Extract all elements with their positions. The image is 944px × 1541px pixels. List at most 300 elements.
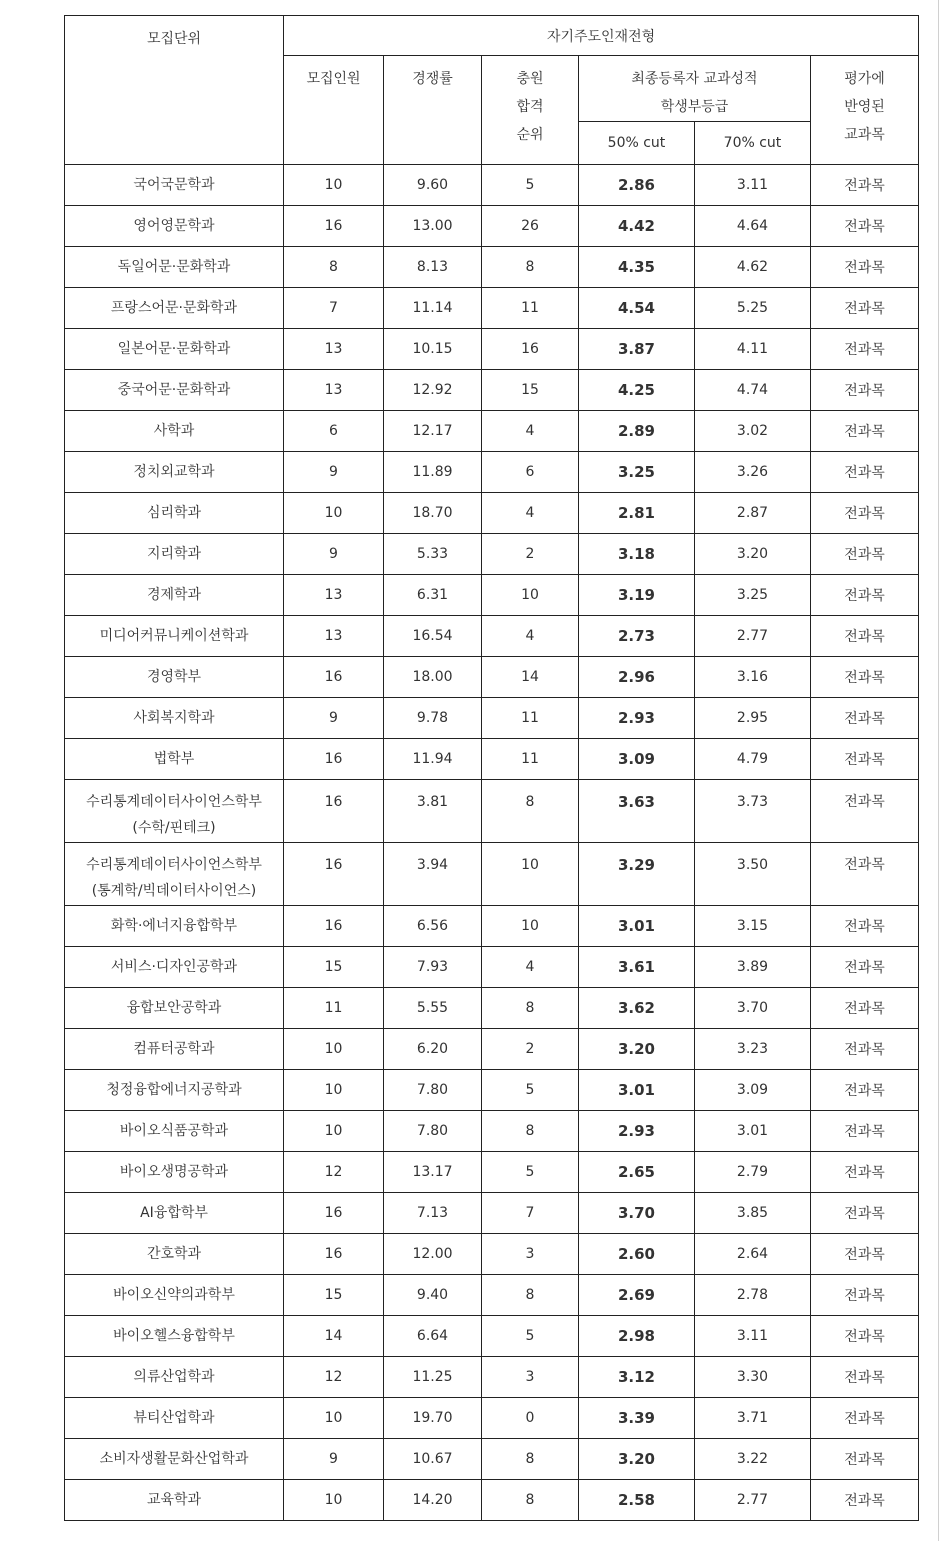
cell-dept (65, 534, 284, 575)
cell-cut50: 3.01 (579, 906, 695, 947)
dept-line: 화학·에너지융합학부 (110, 918, 238, 934)
header-subjects-line: 평가에 (844, 71, 885, 87)
dept-line: 바이오식품공학과 (119, 1123, 229, 1139)
cell-subjects: 전과목 (811, 1193, 919, 1234)
cell-cut50: 2.81 (579, 493, 695, 534)
cell-ratio: 10.15 (384, 329, 482, 370)
cell-recruit: 16 (284, 206, 384, 247)
table-row (65, 1439, 919, 1480)
cell-cut70: 5.25 (695, 288, 811, 329)
admission-results-table (64, 15, 919, 1521)
cell-waitlist: 14 (482, 657, 579, 698)
cell-cut50: 3.20 (579, 1029, 695, 1070)
cell-cut50: 2.93 (579, 1111, 695, 1152)
cell-cut50: 3.01 (579, 1070, 695, 1111)
cell-waitlist: 4 (482, 947, 579, 988)
cell-recruit: 13 (284, 370, 384, 411)
cell-subjects: 전과목 (811, 534, 919, 575)
cell-ratio: 12.92 (384, 370, 482, 411)
scrollbar-edge (938, 0, 939, 1541)
header-row-1 (65, 16, 919, 56)
dept-line: (통계학/빅데이터사이언스) (91, 883, 257, 899)
dept-line: 미디어커뮤니케이션학과 (99, 628, 249, 644)
cell-recruit: 12 (284, 1357, 384, 1398)
cell-cut50: 3.12 (579, 1357, 695, 1398)
cell-cut50: 3.39 (579, 1398, 695, 1439)
cell-recruit: 15 (284, 1275, 384, 1316)
cell-waitlist: 5 (482, 1316, 579, 1357)
cell-subjects: 전과목 (811, 906, 919, 947)
cell-cut50: 2.96 (579, 657, 695, 698)
cell-dept (65, 411, 284, 452)
cell-dept (65, 843, 284, 906)
header-grade (579, 56, 811, 122)
cell-subjects: 전과목 (811, 739, 919, 780)
cell-cut70: 2.79 (695, 1152, 811, 1193)
cell-recruit: 16 (284, 780, 384, 843)
table-row (65, 947, 919, 988)
cell-cut50: 3.70 (579, 1193, 695, 1234)
dept-line: 수리통계데이터사이언스학부 (86, 857, 262, 873)
header-subjects-line: 교과목 (844, 127, 885, 143)
dept-line: 정치외교학과 (133, 464, 215, 480)
header-group: 자기주도인재전형 (284, 16, 919, 56)
cell-waitlist: 11 (482, 288, 579, 329)
cell-subjects: 전과목 (811, 1029, 919, 1070)
cell-subjects: 전과목 (811, 1398, 919, 1439)
table-row (65, 452, 919, 493)
cell-ratio: 3.94 (384, 843, 482, 906)
cell-dept (65, 947, 284, 988)
cell-cut70: 3.85 (695, 1193, 811, 1234)
cell-cut70: 2.87 (695, 493, 811, 534)
dept-line: 법학부 (153, 751, 195, 767)
header-cut70: 70% cut (695, 122, 811, 165)
cell-cut70: 3.71 (695, 1398, 811, 1439)
table-row (65, 288, 919, 329)
cell-subjects: 전과목 (811, 1275, 919, 1316)
cell-ratio: 10.67 (384, 1439, 482, 1480)
cell-cut70: 4.62 (695, 247, 811, 288)
cell-recruit: 13 (284, 616, 384, 657)
cell-cut50: 2.58 (579, 1480, 695, 1521)
cell-ratio: 12.00 (384, 1234, 482, 1275)
cell-cut70: 3.70 (695, 988, 811, 1029)
cell-dept (65, 1439, 284, 1480)
dept-line: 영어영문학과 (133, 218, 215, 234)
cell-waitlist: 8 (482, 988, 579, 1029)
cell-ratio: 11.25 (384, 1357, 482, 1398)
cell-cut70: 2.77 (695, 1480, 811, 1521)
cell-cut50: 3.63 (579, 780, 695, 843)
cell-dept (65, 739, 284, 780)
header-waitlist-line: 합격 (516, 99, 544, 115)
cell-cut70: 3.25 (695, 575, 811, 616)
cell-cut50: 3.19 (579, 575, 695, 616)
cell-ratio: 11.94 (384, 739, 482, 780)
cell-cut50: 2.86 (579, 165, 695, 206)
table-row (65, 1070, 919, 1111)
cell-waitlist: 5 (482, 165, 579, 206)
cell-ratio: 8.13 (384, 247, 482, 288)
cell-ratio: 7.80 (384, 1070, 482, 1111)
cell-cut70: 3.15 (695, 906, 811, 947)
cell-recruit: 9 (284, 698, 384, 739)
table-row (65, 1234, 919, 1275)
cell-waitlist: 0 (482, 1398, 579, 1439)
cell-dept (65, 329, 284, 370)
table-row (65, 739, 919, 780)
cell-cut70: 2.77 (695, 616, 811, 657)
cell-cut50: 3.62 (579, 988, 695, 1029)
cell-subjects: 전과목 (811, 1152, 919, 1193)
table-row (65, 616, 919, 657)
cell-subjects: 전과목 (811, 780, 919, 843)
cell-subjects: 전과목 (811, 329, 919, 370)
cell-dept (65, 493, 284, 534)
cell-cut70: 3.23 (695, 1029, 811, 1070)
cell-recruit: 16 (284, 906, 384, 947)
cell-waitlist: 26 (482, 206, 579, 247)
cell-dept (65, 988, 284, 1029)
cell-recruit: 10 (284, 1029, 384, 1070)
cell-ratio: 9.60 (384, 165, 482, 206)
cell-ratio: 9.40 (384, 1275, 482, 1316)
table-row (65, 988, 919, 1029)
cell-subjects: 전과목 (811, 1234, 919, 1275)
cell-cut50: 3.87 (579, 329, 695, 370)
header-waitlist-line: 순위 (516, 127, 544, 143)
table-row (65, 575, 919, 616)
cell-cut70: 3.16 (695, 657, 811, 698)
cell-dept (65, 906, 284, 947)
cell-ratio: 7.13 (384, 1193, 482, 1234)
cell-subjects: 전과목 (811, 370, 919, 411)
cell-cut50: 3.29 (579, 843, 695, 906)
cell-dept (65, 575, 284, 616)
cell-dept (65, 1398, 284, 1439)
cell-cut70: 3.20 (695, 534, 811, 575)
table-row (65, 1193, 919, 1234)
cell-ratio: 12.17 (384, 411, 482, 452)
cell-dept (65, 1480, 284, 1521)
cell-ratio: 6.20 (384, 1029, 482, 1070)
cell-waitlist: 15 (482, 370, 579, 411)
cell-waitlist: 2 (482, 534, 579, 575)
cell-cut70: 3.11 (695, 1316, 811, 1357)
dept-line: 사회복지학과 (133, 710, 215, 726)
dept-line: 사학과 (153, 423, 195, 439)
cell-waitlist: 8 (482, 780, 579, 843)
cell-dept (65, 165, 284, 206)
cell-dept (65, 698, 284, 739)
dept-line: 청정융합에너지공학과 (106, 1082, 242, 1098)
cell-waitlist: 8 (482, 247, 579, 288)
dept-line: 융합보안공학과 (126, 1000, 222, 1016)
cell-cut70: 3.73 (695, 780, 811, 843)
cell-recruit: 16 (284, 1234, 384, 1275)
cell-cut50: 2.69 (579, 1275, 695, 1316)
cell-dept (65, 370, 284, 411)
cell-cut70: 3.11 (695, 165, 811, 206)
cell-cut70: 4.64 (695, 206, 811, 247)
table-row (65, 493, 919, 534)
cell-cut50: 2.98 (579, 1316, 695, 1357)
cell-cut70: 3.02 (695, 411, 811, 452)
cell-cut50: 3.20 (579, 1439, 695, 1480)
cell-cut70: 2.95 (695, 698, 811, 739)
cell-waitlist: 4 (482, 493, 579, 534)
cell-cut50: 2.89 (579, 411, 695, 452)
cell-waitlist: 8 (482, 1480, 579, 1521)
header-subjects (811, 56, 919, 165)
header-compete: 경쟁률 (384, 56, 482, 165)
cell-dept (65, 1316, 284, 1357)
dept-line: 소비자생활문화산업학과 (99, 1451, 249, 1467)
header-unit: 모집단위 (65, 16, 284, 165)
cell-dept (65, 1070, 284, 1111)
cell-recruit: 10 (284, 1398, 384, 1439)
cell-ratio: 7.80 (384, 1111, 482, 1152)
cell-ratio: 18.70 (384, 493, 482, 534)
cell-waitlist: 8 (482, 1439, 579, 1480)
cell-cut70: 3.22 (695, 1439, 811, 1480)
cell-waitlist: 7 (482, 1193, 579, 1234)
cell-cut70: 3.26 (695, 452, 811, 493)
cell-ratio: 6.56 (384, 906, 482, 947)
cell-ratio: 19.70 (384, 1398, 482, 1439)
header-subjects-line: 반영된 (844, 99, 885, 115)
cell-subjects: 전과목 (811, 1316, 919, 1357)
cell-waitlist: 8 (482, 1111, 579, 1152)
cell-cut70: 2.64 (695, 1234, 811, 1275)
cell-subjects: 전과목 (811, 698, 919, 739)
cell-dept (65, 247, 284, 288)
cell-ratio: 6.31 (384, 575, 482, 616)
cell-cut50: 3.09 (579, 739, 695, 780)
dept-line: 지리학과 (146, 546, 202, 562)
cell-recruit: 16 (284, 843, 384, 906)
cell-cut50: 2.73 (579, 616, 695, 657)
dept-line: AI융합학부 (140, 1205, 208, 1221)
dept-line: 뷰티산업학과 (133, 1410, 215, 1426)
header-cut50: 50% cut (579, 122, 695, 165)
table-row (65, 1152, 919, 1193)
cell-subjects: 전과목 (811, 1357, 919, 1398)
table-row (65, 698, 919, 739)
dept-line: 교육학과 (146, 1492, 202, 1508)
cell-waitlist: 2 (482, 1029, 579, 1070)
cell-cut70: 4.11 (695, 329, 811, 370)
cell-recruit: 16 (284, 657, 384, 698)
cell-cut50: 4.25 (579, 370, 695, 411)
cell-dept (65, 452, 284, 493)
cell-subjects: 전과목 (811, 452, 919, 493)
table-row (65, 1357, 919, 1398)
cell-recruit: 6 (284, 411, 384, 452)
dept-line: 서비스·디자인공학과 (110, 959, 238, 975)
cell-dept (65, 616, 284, 657)
cell-waitlist: 16 (482, 329, 579, 370)
cell-waitlist: 3 (482, 1234, 579, 1275)
cell-dept (65, 1234, 284, 1275)
cell-dept (65, 657, 284, 698)
cell-subjects: 전과목 (811, 575, 919, 616)
cell-waitlist: 5 (482, 1070, 579, 1111)
dept-line: 중국어문·문화학과 (117, 382, 231, 398)
cell-cut50: 2.93 (579, 698, 695, 739)
cell-cut70: 4.79 (695, 739, 811, 780)
cell-recruit: 9 (284, 452, 384, 493)
cell-cut50: 4.54 (579, 288, 695, 329)
dept-line: 일본어문·문화학과 (117, 341, 231, 357)
cell-dept (65, 1193, 284, 1234)
cell-ratio: 11.89 (384, 452, 482, 493)
dept-line: 바이오생명공학과 (119, 1164, 229, 1180)
cell-ratio: 13.00 (384, 206, 482, 247)
cell-cut50: 4.42 (579, 206, 695, 247)
cell-cut50: 2.65 (579, 1152, 695, 1193)
table-row (65, 534, 919, 575)
cell-subjects: 전과목 (811, 1480, 919, 1521)
dept-line: (수학/핀테크) (132, 820, 216, 836)
cell-subjects: 전과목 (811, 1070, 919, 1111)
cell-waitlist: 8 (482, 1275, 579, 1316)
table-row (65, 1275, 919, 1316)
cell-subjects: 전과목 (811, 1111, 919, 1152)
cell-subjects: 전과목 (811, 411, 919, 452)
cell-recruit: 10 (284, 165, 384, 206)
cell-ratio: 11.14 (384, 288, 482, 329)
cell-subjects: 전과목 (811, 988, 919, 1029)
cell-subjects: 전과목 (811, 288, 919, 329)
table-row (65, 1029, 919, 1070)
cell-recruit: 12 (284, 1152, 384, 1193)
dept-line: 바이오헬스융합학부 (113, 1328, 235, 1344)
table-row (65, 206, 919, 247)
cell-cut70: 4.74 (695, 370, 811, 411)
cell-recruit: 9 (284, 1439, 384, 1480)
dept-line: 경영학부 (146, 669, 202, 685)
table-row (65, 1316, 919, 1357)
cell-cut50: 3.25 (579, 452, 695, 493)
cell-dept (65, 1111, 284, 1152)
cell-ratio: 9.78 (384, 698, 482, 739)
dept-line: 바이오신약의과학부 (113, 1287, 235, 1303)
table-row (65, 657, 919, 698)
cell-recruit: 10 (284, 493, 384, 534)
cell-cut50: 4.35 (579, 247, 695, 288)
cell-waitlist: 11 (482, 739, 579, 780)
cell-recruit: 14 (284, 1316, 384, 1357)
cell-subjects: 전과목 (811, 843, 919, 906)
cell-subjects: 전과목 (811, 165, 919, 206)
cell-cut50: 3.18 (579, 534, 695, 575)
cell-waitlist: 10 (482, 906, 579, 947)
dept-line: 국어국문학과 (133, 177, 215, 193)
cell-subjects: 전과목 (811, 493, 919, 534)
cell-dept (65, 1029, 284, 1070)
cell-subjects: 전과목 (811, 616, 919, 657)
cell-dept (65, 780, 284, 843)
cell-ratio: 16.54 (384, 616, 482, 657)
cell-cut70: 2.78 (695, 1275, 811, 1316)
cell-subjects: 전과목 (811, 947, 919, 988)
cell-subjects: 전과목 (811, 247, 919, 288)
table-row (65, 906, 919, 947)
cell-ratio: 13.17 (384, 1152, 482, 1193)
cell-ratio: 14.20 (384, 1480, 482, 1521)
cell-ratio: 5.33 (384, 534, 482, 575)
table-row (65, 165, 919, 206)
header-recruit: 모집인원 (284, 56, 384, 165)
dept-line: 간호학과 (146, 1246, 202, 1262)
dept-line: 프랑스어문·문화학과 (110, 300, 238, 316)
table-row (65, 1398, 919, 1439)
cell-ratio: 3.81 (384, 780, 482, 843)
cell-ratio: 5.55 (384, 988, 482, 1029)
cell-dept (65, 288, 284, 329)
cell-waitlist: 11 (482, 698, 579, 739)
cell-cut50: 3.61 (579, 947, 695, 988)
cell-subjects: 전과목 (811, 1439, 919, 1480)
dept-line: 경제학과 (146, 587, 202, 603)
table-row (65, 247, 919, 288)
cell-recruit: 9 (284, 534, 384, 575)
header-grade-line: 학생부등급 (660, 99, 729, 115)
table-row (65, 329, 919, 370)
cell-ratio: 7.93 (384, 947, 482, 988)
cell-waitlist: 6 (482, 452, 579, 493)
cell-recruit: 10 (284, 1480, 384, 1521)
cell-recruit: 11 (284, 988, 384, 1029)
header-waitlist-line: 충원 (516, 71, 544, 87)
cell-cut70: 3.01 (695, 1111, 811, 1152)
cell-subjects: 전과목 (811, 206, 919, 247)
cell-waitlist: 4 (482, 616, 579, 657)
table-row (65, 370, 919, 411)
dept-line: 독일어문·문화학과 (117, 259, 231, 275)
cell-recruit: 10 (284, 1070, 384, 1111)
dept-line: 의류산업학과 (133, 1369, 215, 1385)
table-row (65, 780, 919, 843)
header-waitlist (482, 56, 579, 165)
cell-waitlist: 3 (482, 1357, 579, 1398)
table-row (65, 843, 919, 906)
cell-dept (65, 1357, 284, 1398)
cell-waitlist: 4 (482, 411, 579, 452)
cell-recruit: 13 (284, 329, 384, 370)
cell-dept (65, 1275, 284, 1316)
cell-recruit: 13 (284, 575, 384, 616)
cell-recruit: 8 (284, 247, 384, 288)
cell-recruit: 16 (284, 739, 384, 780)
header-grade-line: 최종등록자 교과성적 (631, 71, 758, 87)
cell-ratio: 18.00 (384, 657, 482, 698)
table-row (65, 411, 919, 452)
cell-cut70: 3.09 (695, 1070, 811, 1111)
cell-cut70: 3.30 (695, 1357, 811, 1398)
cell-waitlist: 10 (482, 843, 579, 906)
cell-recruit: 10 (284, 1111, 384, 1152)
cell-recruit: 7 (284, 288, 384, 329)
cell-recruit: 15 (284, 947, 384, 988)
cell-cut70: 3.50 (695, 843, 811, 906)
table-row (65, 1480, 919, 1521)
cell-recruit: 16 (284, 1193, 384, 1234)
cell-cut50: 2.60 (579, 1234, 695, 1275)
dept-line: 수리통계데이터사이언스학부 (86, 794, 262, 810)
